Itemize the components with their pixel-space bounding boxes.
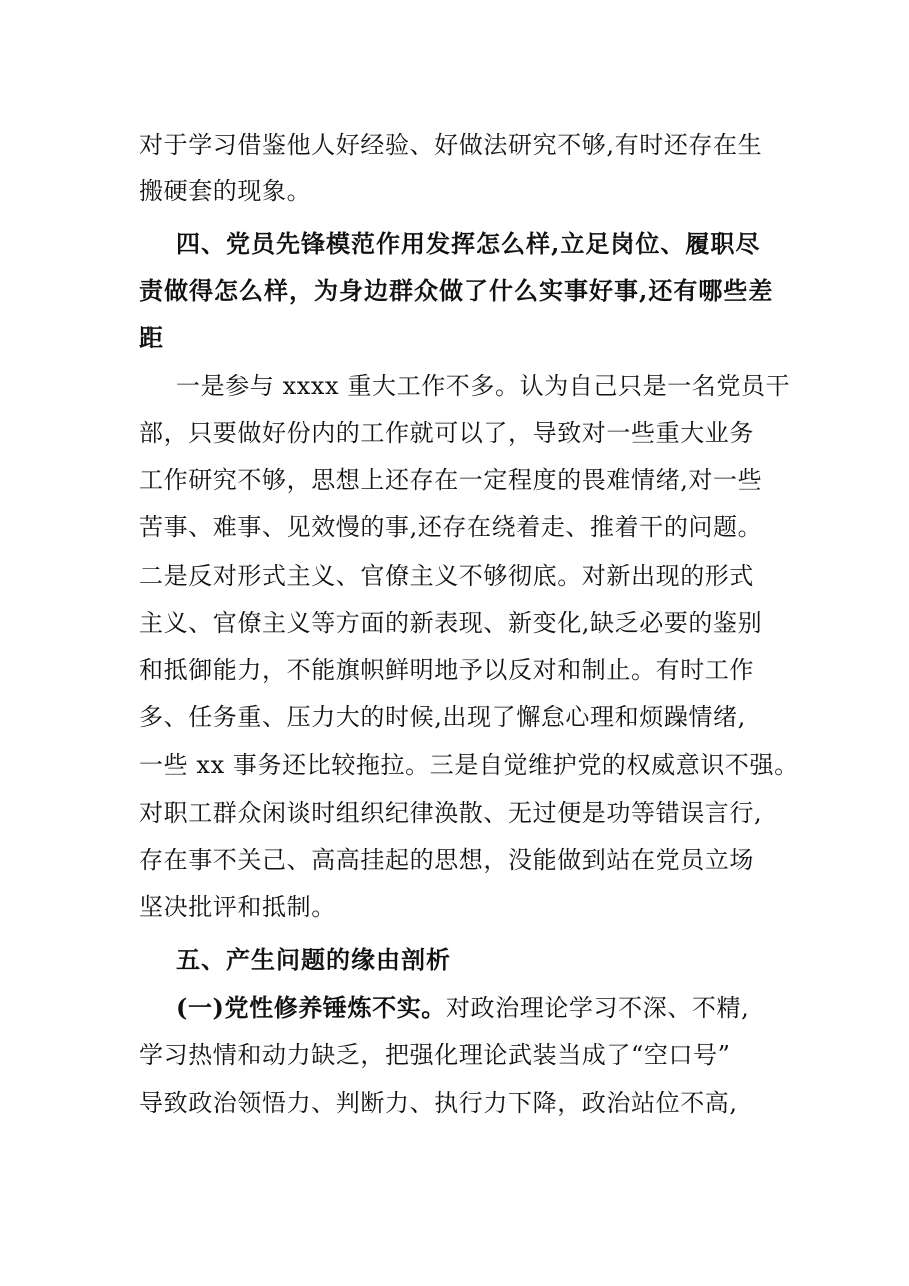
paragraph-line: 部，只要做好份内的工作就可以了，导致对一些重大业务 xyxy=(139,419,754,447)
paragraph-line: 一些 xx 事务还比较拖拉。三是自觉维护党的权威意识不强。 xyxy=(139,751,799,779)
paragraph-line: 苦事、难事、见效慢的事,还存在绕着走、推着干的问题。 xyxy=(139,513,763,541)
paragraph-line: 主义、官僚主义等方面的新表现、新变化,缺乏必要的鉴别 xyxy=(139,609,763,637)
paragraph-line: 对职工群众闲谈时组织纪律涣散、无过便是功等错误言行, xyxy=(139,799,763,827)
paragraph-line: 坚决批评和抵制。 xyxy=(139,893,336,921)
paragraph-line: 工作研究不够，思想上还存在一定程度的畏难情绪,对一些 xyxy=(139,466,763,494)
section-heading-4-cont: 责做得怎么样，为身边群众做了什么实事好事,还有哪些差 xyxy=(139,276,774,305)
section-heading-5: 五、产生问题的缘由剖析 xyxy=(176,945,451,974)
paragraph-line: 二是反对形式主义、官僚主义不够彻底。对新出现的形式 xyxy=(139,562,754,590)
paragraph-line: 对于学习借鉴他人好经验、好做法研究不够,有时还存在生 xyxy=(139,131,763,159)
paragraph-line: 一是参与 xxxx 重大工作不多。认为自己只是一名党员干 xyxy=(176,372,791,400)
paragraph-line: 和抵御能力，不能旗帜鲜明地予以反对和制止。有时工作 xyxy=(139,656,754,684)
section-heading-4: 四、党员先锋模范作用发挥怎么样,立足岗位、履职尽 xyxy=(176,229,761,258)
subsection-text: 对政治理论学习不深、不精, xyxy=(445,994,750,1022)
subsection-heading-1: (一)党性修养锤炼不实。 xyxy=(176,993,446,1022)
subsection-line xyxy=(176,993,816,1023)
paragraph-line: 搬硬套的现象。 xyxy=(139,177,312,205)
paragraph-line: 存在事不关己、高高挂起的思想，没能做到站在党员立场 xyxy=(139,846,754,874)
paragraph-line: 导致政治领悟力、判断力、执行力下降，政治站位不高, xyxy=(139,1089,738,1117)
section-heading-4-cont: 距 xyxy=(139,323,164,352)
paragraph-line: 多、任务重、压力大的时候,出现了懈怠心理和烦躁情绪, xyxy=(139,703,746,731)
paragraph-line: 学习热情和动力缺乏，把强化理论武装当成了“空口号” xyxy=(139,1041,731,1069)
